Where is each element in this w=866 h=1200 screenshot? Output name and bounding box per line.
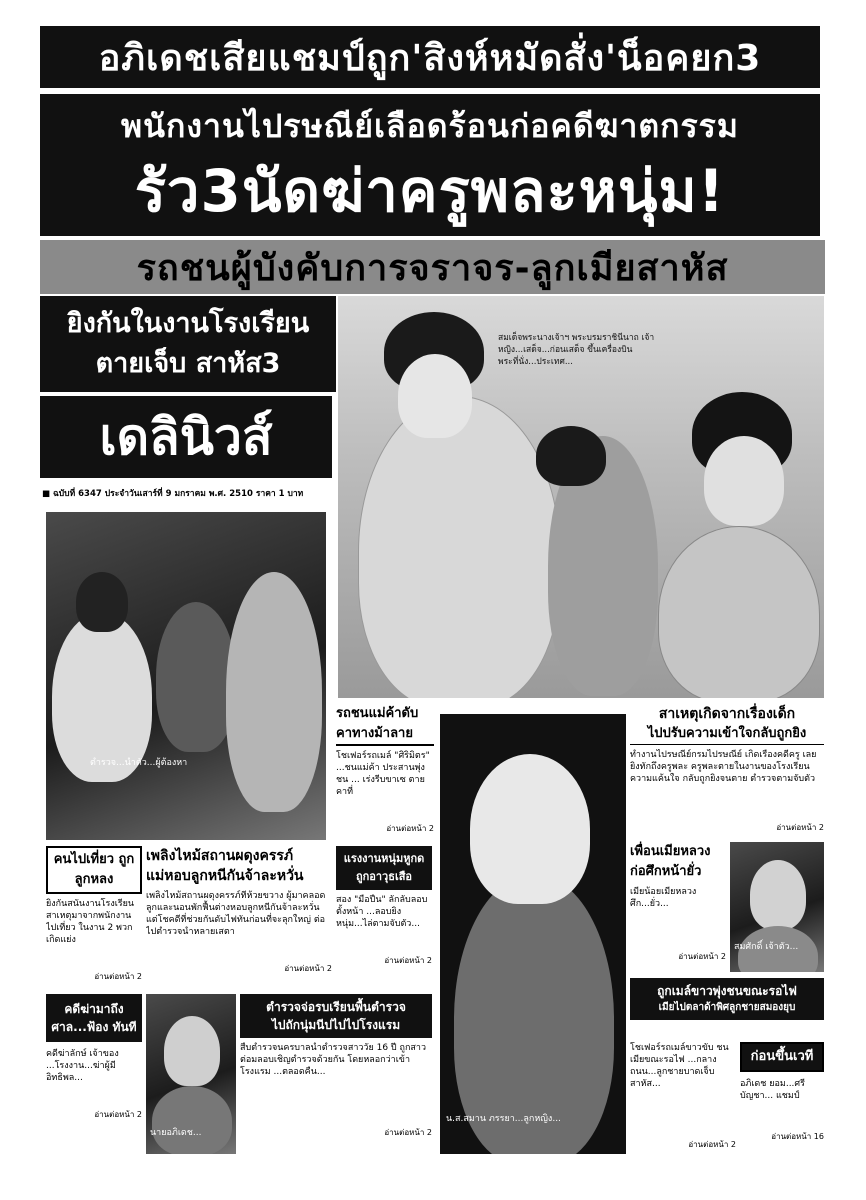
- figure-suspect: [52, 612, 152, 782]
- story-kho-sik-body: เมียน้อยเมียหลวง ศึก...ยั่ว...: [630, 887, 697, 909]
- story-fire: [146, 846, 332, 988]
- man-portrait: [730, 842, 824, 972]
- story-fire-title1: เพลิงไหม้สถานผดุงครรภ์: [146, 848, 294, 864]
- story-bus-cont: อ่านต่อหน้า 2: [688, 1140, 736, 1149]
- story-rot-chon: [336, 704, 434, 844]
- story-sahet-title1: สาเหตุเกิดจากเรื่องเด็ก: [658, 706, 796, 722]
- story-kho-sik-title: เพื่อนเมียหลวง ก่อศึกหน้ายั่ว: [630, 844, 711, 879]
- figure-officer: [156, 602, 236, 752]
- main-headline-line1: พนักงานไปรษณีย์เลือดร้อนก่อคดีฆาตกรรม: [121, 107, 739, 145]
- story-tamruat-titlebox: [240, 994, 432, 1038]
- story-rot-chon-cont: อ่านต่อหน้า 2: [386, 824, 434, 833]
- woman-portrait: [440, 714, 626, 1154]
- story-bus-title1: ถูกเมล์ขาวพุ่งชนขณะรอไฟ: [657, 984, 797, 998]
- young-caption: นายอภิเดช...: [150, 1128, 202, 1138]
- story-bus: [630, 1042, 736, 1158]
- main-headline-box: [40, 94, 820, 236]
- sub-headline-text: รถชนผู้บังคับการจราจร-ลูกเมียสาหัส: [136, 247, 729, 289]
- story-bus-title2: เมียไปตลาด้าพิศลูกชายสมองยุบ: [658, 1002, 796, 1013]
- story-rot-chon-body: โชเฟอร์รถเมล์ "ศิริมิตร" ...ชนแม่ค้า ประสานพุ่งชน ... เร่งรีบขาเซ ตายคาที่: [336, 751, 430, 797]
- figure-right: [226, 572, 322, 812]
- story-tiger-title: แรงงานหนุ่มหูกด ถูกอาวุธเสือ: [336, 846, 432, 890]
- royal-photo: [338, 296, 824, 698]
- story-tiger-body: สอง "มือปืน" ลักลับลอบ ตั้งหน้า ...ลอบยิงหนุ่ม...ไล่ตามจับตัว...: [336, 895, 428, 929]
- man-caption: สมศักดิ์ เจ้าตัว...: [734, 942, 799, 952]
- price: ราคา 1 บาท: [255, 489, 304, 499]
- shooting-headline-line2: ตายเจ็บ สาหัส3: [95, 348, 281, 379]
- story-khon-pai-title: คนไปเที่ยว ถูกลูกหลง: [46, 846, 142, 894]
- masthead-logo: [40, 396, 332, 478]
- young-portrait: [146, 994, 236, 1154]
- figure-princess: [658, 526, 820, 698]
- figure-woman-body: [454, 874, 614, 1154]
- story-rot-chon-title: รถชนแม่ค้าดับ คาทางม้าลาย: [336, 704, 434, 746]
- story-tamruat-title1: ตำรวจจ่อรบเรียนพื้นตำรวจ: [266, 1000, 406, 1014]
- story-fire-cont: อ่านต่อหน้า 2: [284, 964, 332, 973]
- story-sahet: [630, 704, 824, 840]
- story-kradi-title: คดีฆ่ามาถึง ศาล...ฟ้อง ทันที: [46, 994, 142, 1042]
- figure-young-body: [152, 1086, 232, 1154]
- story-tiger-cont: อ่านต่อหน้า 2: [384, 956, 432, 965]
- kon-yuk-cont: อ่านต่อหน้า 16: [771, 1132, 824, 1141]
- story-kradi-cont: อ่านต่อหน้า 2: [94, 1110, 142, 1119]
- story-kon-yuk: [740, 1042, 824, 1158]
- story-kradi-body: คดีฆ่าลักษ์ เจ้าของ ...โรงงาน...ฆ่าผู้มีอิทธิพล...: [46, 1049, 119, 1083]
- figure-princess-face: [704, 436, 784, 526]
- story-tamruat-cont: อ่านต่อหน้า 2: [384, 1128, 432, 1137]
- story-bus-head: [630, 978, 824, 1038]
- story-khon-pai-cont: อ่านต่อหน้า 2: [94, 972, 142, 981]
- kon-yuk-body: อภิเดช ยอม...ศรีบัญชา... แชมป์: [740, 1079, 805, 1101]
- story-fire-body: เพลิงไหม้สถานผดุงครรภ์ที่ห้วยขวาง ผู้มาคลอดลูกและนอนพักฟื้นต่างหอบลูกหนีกันจ้าละหวั่น แต่โชคดีที่ช่วยกันดับไฟทันก่อนที่จะลุกใหญ่ ต่อไปตำรวจนำหลายเสตา: [146, 891, 326, 937]
- story-tamruat-title2: ไปถักนุ่มนีปไปไปโรงแรม: [271, 1018, 401, 1032]
- figure-man-face: [750, 860, 806, 930]
- royal-caption: สมเด็จพระนางเจ้าฯ พระบรมราชินีนาถ เจ้าหญิง...เสด็จ...ก่อนเสด็จ ขึ้นเครื่องบินพระที่นั่ง...ประเทศ...: [498, 333, 655, 367]
- shooting-headline-box: [40, 296, 336, 392]
- story-kradi: [46, 994, 142, 1158]
- issue-info: ฉบับที่ 6347 ประจำวันเสาร์ที่ 9 มกราคม พ.ศ. 2510: [53, 489, 253, 499]
- story-fire-title2: แม่หอบลูกหนีกันจ้าละหวั่น: [146, 868, 304, 884]
- issue-line: ■ ฉบับที่ 6347 ประจำวันเสาร์ที่ 9 มกราคม พ.ศ. 2510 ราคา 1 บาท: [42, 489, 304, 499]
- story-bus-titlebox: [630, 978, 824, 1020]
- police-caption: ตำรวจ...นำตัว...ผู้ต้องหา: [90, 758, 188, 768]
- figure-suspect-head: [76, 572, 128, 632]
- story-sahet-title2: ไปปรับความเข้าใจกลับถูกยิง: [630, 724, 824, 745]
- masthead-name: เดลินิวส์: [99, 407, 273, 466]
- figure-queen: [358, 396, 560, 698]
- figure-young-face: [164, 1016, 220, 1086]
- banner-top-text: อภิเดชเสียแชมป์ถูก'สิงห์หมัดสั่ง'น็อคยก3: [98, 37, 762, 79]
- figure-middle-hair: [536, 426, 606, 486]
- story-sahet-cont: อ่านต่อหน้า 2: [776, 823, 824, 832]
- story-khon-pai: [46, 846, 142, 986]
- story-bus-body: โชเฟอร์รถเมล์ขาวขับ ชนเมียขณะรอไฟ ...กลางถนน...ลูกชายบาดเจ็บสาหัส...: [630, 1043, 729, 1089]
- story-khon-pai-body: ยิงกันสนั่นงานโรงเรียน สาเหตุมาจากพนักงาน ไปเที่ยว ในงาน 2 พวกเกิดแย่ง: [46, 899, 135, 945]
- woman-caption: น.ส.สมาน ภรรยา...ลูกหญิง...: [446, 1114, 561, 1124]
- story-kho-sik: [630, 842, 726, 982]
- story-tamruat-body: สืบตำรวจนครบาลนำตำรวจสาววัย 16 ปี ถูกสาวต่อมลอบเชิญตำรวจด้วยกัน โดยหลอกว่าเข้าโรงแรม ...ตลอดคืน...: [240, 1043, 426, 1077]
- story-tiger: [336, 846, 432, 988]
- sub-headline: [40, 240, 825, 294]
- kon-yuk-label: ก่อนขึ้นเวที: [740, 1042, 824, 1072]
- police-photo: [46, 512, 326, 840]
- figure-woman-face: [470, 754, 590, 904]
- main-headline-line2: รัว3นัดฆ่าครูพละหนุ่ม!: [134, 157, 726, 225]
- figure-queen-face: [398, 354, 472, 438]
- story-kho-sik-cont: อ่านต่อหน้า 2: [678, 952, 726, 961]
- banner-top: [40, 26, 820, 88]
- story-sahet-body: ทำงานไปรษณีย์กรมไปรษณีย์ เกิดเรื่องคดีครู เลยยิงทักถึงครูพละ ครูพละตายในงานของโรงเรียน ความแค้นใจ กลับถูกยิงจนตาย ตำรวจตามจับตัว: [630, 750, 817, 784]
- story-tamruat: [240, 994, 432, 1158]
- shooting-headline-line1: ยิงกันในงานโรงเรียน: [66, 308, 310, 339]
